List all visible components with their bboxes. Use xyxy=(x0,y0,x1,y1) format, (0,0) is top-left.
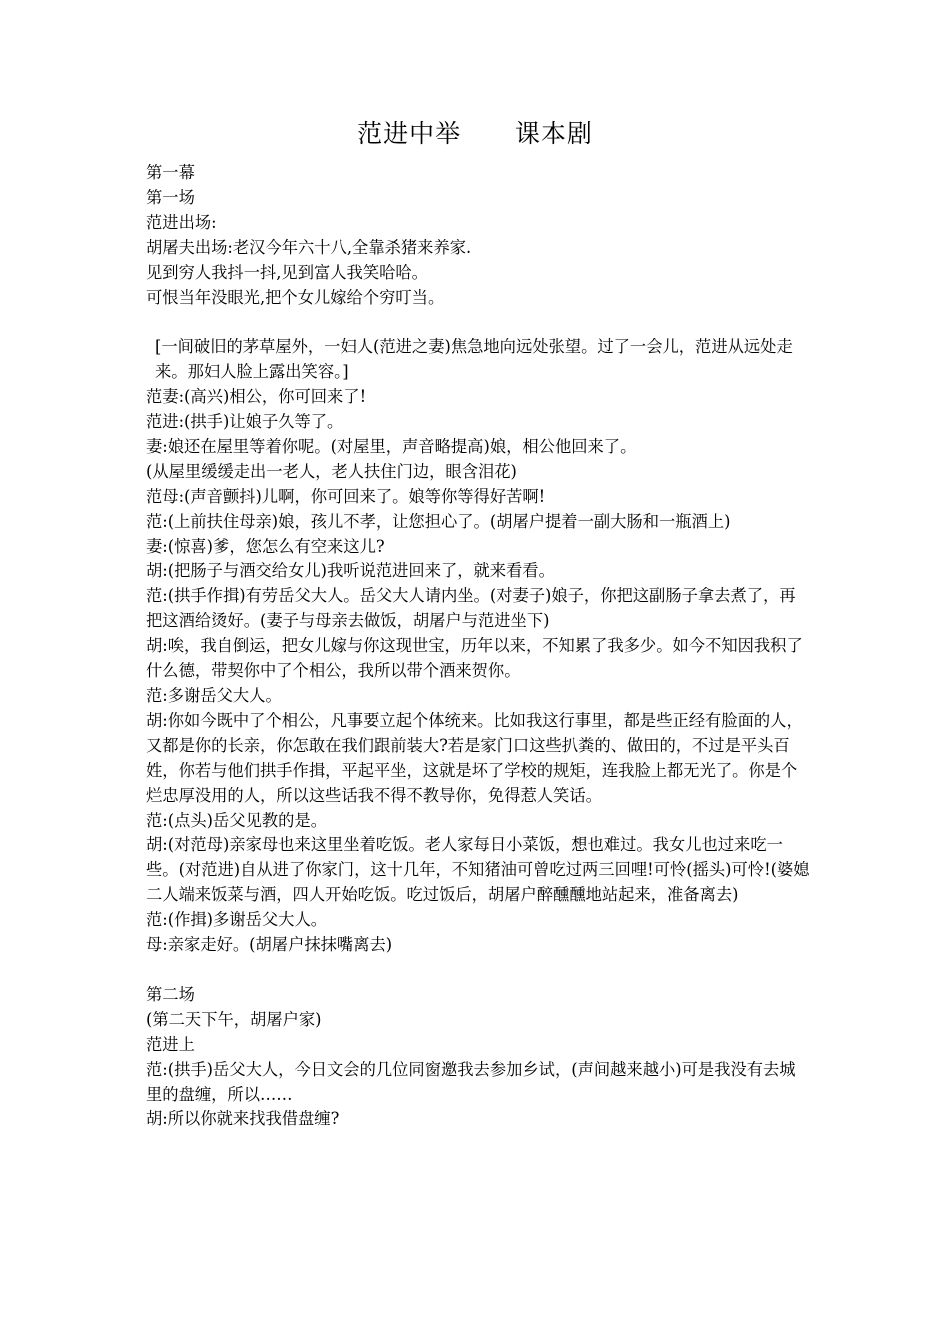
script-line: 胡:所以你就来找我借盘缠? xyxy=(146,1109,340,1129)
script-line: 范进出场: xyxy=(146,212,217,232)
script-line: 范:(拱手)岳父大人，今日文会的几位同窗邀我去参加乡试，(声间越来越小)可是我没有去城里的盘缠，所以…… xyxy=(146,1059,796,1104)
stage-direction: (从屋里缓缓走出一老人，老人扶住门边，眼含泪花) xyxy=(146,461,517,481)
script-line: 可恨当年没眼光,把个女儿嫁给个穷叮当。 xyxy=(146,287,445,307)
script-line: 胡:(对范母)亲家母也来这里坐着吃饭。老人家每日小菜饭，想也难过。我女儿也过来吃一些。(对范进)自从进了你家门，这十几年，不知猪油可曾吃过两三回哩!可怜(摇头)可怜!(婆媳二人端来饭菜与酒，四人开始吃饭。吃过饭后，胡屠户醉醺醺地站起来，准备离去) xyxy=(146,835,810,905)
stage-direction: [一间破旧的茅草屋外，一妇人(范进之妻)焦急地向远处张望。过了一会儿，范进从远处走来。那妇人脸上露出笑容。] xyxy=(155,337,793,382)
script-line: 胡:(把肠子与酒交给女儿)我听说范进回来了，就来看看。 xyxy=(146,561,555,581)
script-line: 范妻:(高兴)相公，你可回来了! xyxy=(146,387,367,407)
script-line: 妻:娘还在屋里等着你呢。(对屋里，声音略提高)娘，相公他回来了。 xyxy=(146,436,637,456)
script-line: 范母:(声音颤抖)儿啊，你可回来了。娘等你等得好苦啊! xyxy=(146,486,546,506)
stage-direction: (第二天下午，胡屠户家) xyxy=(146,1009,322,1029)
document-title: 范进中举 课本剧 xyxy=(357,119,593,148)
scene-heading: 第二场 xyxy=(146,984,195,1004)
script-line: 胡:你如今既中了个相公，凡事要立起个体统来。比如我这行事里，都是些正经有脸面的人，又都是你的长亲，你怎敢在我们跟前装大?若是家门口这些扒粪的、做田的，不过是平头百姓，你若与他们拱手作揖，平起平坐，这就是坏了学校的规矩，连我脸上都无光了。你是个烂忠厚没用的人，所以这些话我不得不教导你，免得惹人笑话。 xyxy=(146,710,803,805)
script-line: 范:(点头)岳父见教的是。 xyxy=(146,810,328,830)
script-line: 见到穷人我抖一抖,见到富人我笑哈哈。 xyxy=(146,262,428,282)
script-line: 妻:(惊喜)爹，您怎么有空来这儿? xyxy=(146,536,385,556)
script-line: 范:(作揖)多谢岳父大人。 xyxy=(146,910,328,930)
scene-heading: 第一场 xyxy=(146,187,195,207)
script-line: 范进上 xyxy=(146,1034,195,1054)
script-line: 范:多谢岳父大人。 xyxy=(146,686,282,706)
script-line: 母:亲家走好。(胡屠户抹抹嘴离去) xyxy=(146,935,393,955)
script-line: 范:(上前扶住母亲)娘，孩儿不孝，让您担心了。(胡屠户提着一副大肠和一瓶酒上) xyxy=(146,511,731,531)
script-line: 范进:(拱手)让娘子久等了。 xyxy=(146,412,344,432)
act-heading: 第一幕 xyxy=(146,163,195,182)
document-body xyxy=(146,161,810,1132)
script-line: 胡:唉，我自倒运，把女儿嫁与你这现世宝，历年以来，不知累了我多少。如今不知因我积了什么德，带契你中了个相公，我所以带个酒来贺你。 xyxy=(146,636,803,681)
script-line: 胡屠夫出场:老汉今年六十八,全靠杀猪来养家. xyxy=(146,237,472,257)
script-line: 范:(拱手作揖)有劳岳父大人。岳父大人请内坐。(对妻子)娘子，你把这副肠子拿去煮了，再把这酒给烫好。(妻子与母亲去做饭，胡屠户与范进坐下) xyxy=(146,586,796,631)
